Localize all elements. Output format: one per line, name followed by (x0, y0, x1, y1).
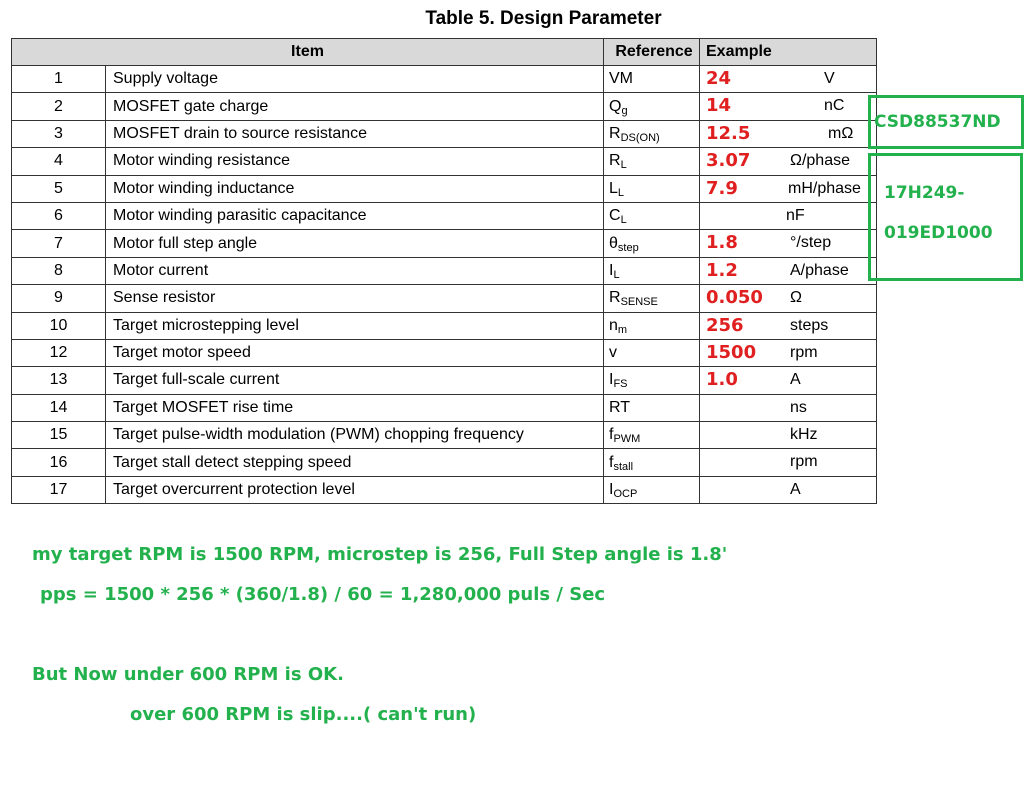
row-reference (604, 175, 700, 202)
row-example (700, 476, 877, 503)
example-unit: rpm (790, 343, 818, 361)
reference-symbol: n (609, 316, 618, 334)
row-number: 9 (12, 285, 106, 312)
header-reference: Reference (604, 39, 700, 66)
table-row (12, 422, 877, 449)
example-value: 3.07 (706, 150, 751, 172)
row-example (700, 312, 877, 339)
mosfet-part-annotation (868, 95, 1024, 149)
row-example (700, 230, 877, 257)
row-example (700, 394, 877, 421)
reference-symbol: R (609, 124, 621, 142)
example-value: 24 (706, 68, 732, 89)
table-title: Table 5. Design Parameter (425, 8, 662, 29)
row-number: 7 (12, 230, 106, 257)
note-line-3: But Now under 600 RPM is OK. (32, 664, 344, 685)
row-reference (604, 93, 700, 120)
row-example (700, 93, 877, 120)
row-number: 12 (12, 339, 106, 366)
table-row (12, 257, 877, 284)
row-item: Motor winding parasitic capacitance (106, 202, 604, 229)
row-item: Motor winding inductance (106, 175, 604, 202)
example-value: 1.2 (706, 259, 738, 281)
reference-symbol: f (609, 426, 614, 444)
table-row (12, 120, 877, 147)
example-unit: ns (790, 398, 807, 416)
row-item: Target full-scale current (106, 367, 604, 394)
example-value: 12.5 (706, 122, 751, 144)
reference-subscript: L (617, 186, 625, 199)
row-item: Supply voltage (106, 66, 604, 93)
reference-symbol: f (609, 453, 614, 471)
header-item: Item (12, 39, 604, 66)
row-item: Target motor speed (106, 339, 604, 366)
row-item: Target overcurrent protection level (106, 476, 604, 503)
row-number: 15 (12, 422, 106, 449)
note-line-4: over 600 RPM is slip....( can't run) (130, 704, 477, 725)
reference-subscript: SENSE (620, 296, 658, 309)
reference-symbol: VM (609, 70, 633, 88)
table-header-row (12, 39, 877, 66)
reference-symbol: C (609, 207, 621, 225)
reference-subscript: m (617, 323, 628, 336)
row-reference (604, 285, 700, 312)
row-reference (604, 202, 700, 229)
reference-symbol: v (609, 344, 617, 362)
row-number: 6 (12, 202, 106, 229)
reference-symbol: I (609, 371, 614, 389)
example-unit: A/phase (790, 261, 849, 279)
mosfet-part-label: CSD88537ND (874, 112, 1001, 132)
reference-symbol: L (609, 179, 618, 197)
row-item: MOSFET drain to source resistance (106, 120, 604, 147)
example-value: 1500 (706, 341, 757, 363)
example-value: 1.8 (706, 232, 738, 254)
row-item: Motor winding resistance (106, 148, 604, 175)
row-number: 10 (12, 312, 106, 339)
example-value: 0.050 (706, 287, 763, 309)
row-reference (604, 339, 700, 366)
table-row (12, 449, 877, 476)
example-unit: Ω (790, 289, 802, 307)
example-unit: steps (790, 316, 829, 334)
table-row (12, 175, 877, 202)
row-number: 3 (12, 120, 106, 147)
table-row (12, 202, 877, 229)
reference-symbol: R (609, 289, 621, 307)
row-example (700, 422, 877, 449)
row-example (700, 367, 877, 394)
table-row (12, 339, 877, 366)
row-item: Target pulse-width modulation (PWM) chopping frequency (106, 422, 604, 449)
example-unit: kHz (790, 426, 818, 444)
table-row (12, 367, 877, 394)
row-reference (604, 422, 700, 449)
example-unit: nC (824, 97, 845, 115)
example-value: 14 (706, 95, 732, 117)
reference-symbol: RT (609, 398, 631, 416)
reference-subscript: L (620, 159, 627, 172)
motor-part-line1: 17H249- (884, 183, 965, 203)
row-example (700, 148, 877, 175)
row-reference (604, 394, 700, 421)
example-unit: A (790, 480, 801, 498)
reference-subscript: FS (613, 378, 628, 391)
row-reference (604, 257, 700, 284)
row-item: Target MOSFET rise time (106, 394, 604, 421)
example-unit: mH/phase (788, 179, 861, 197)
reference-subscript: PWM (613, 433, 641, 446)
table-row (12, 66, 877, 93)
row-number: 17 (12, 476, 106, 503)
row-example (700, 175, 877, 202)
row-reference (604, 449, 700, 476)
row-number: 14 (12, 394, 106, 421)
reference-symbol: R (609, 152, 621, 170)
reference-subscript: L (620, 214, 627, 227)
row-reference (604, 312, 700, 339)
table-row (12, 148, 877, 175)
reference-subscript: step (617, 241, 639, 254)
note-line-2: pps = 1500 * 256 * (360/1.8) / 60 = 1,280,000 puls / Sec (40, 584, 606, 605)
reference-subscript: L (613, 268, 620, 281)
table-row (12, 285, 877, 312)
reference-subscript: stall (613, 460, 634, 473)
reference-symbol: I (609, 481, 614, 499)
row-example (700, 449, 877, 476)
row-item: MOSFET gate charge (106, 93, 604, 120)
row-reference (604, 148, 700, 175)
row-number: 8 (12, 257, 106, 284)
example-unit: A (790, 371, 801, 389)
table-row (12, 230, 877, 257)
row-example (700, 257, 877, 284)
row-number: 1 (12, 66, 106, 93)
row-number: 16 (12, 449, 106, 476)
design-parameter-table (11, 38, 877, 504)
row-number: 4 (12, 148, 106, 175)
reference-symbol: I (609, 261, 614, 279)
example-unit: nF (786, 206, 805, 224)
row-example (700, 202, 877, 229)
row-item: Target microstepping level (106, 312, 604, 339)
row-item: Motor current (106, 257, 604, 284)
example-unit: rpm (790, 453, 818, 471)
note-line-1: my target RPM is 1500 RPM, microstep is 256, Full Step angle is 1.8' (32, 544, 728, 565)
row-reference (604, 120, 700, 147)
example-unit: mΩ (828, 124, 854, 142)
row-item: Motor full step angle (106, 230, 604, 257)
motor-part-annotation (868, 153, 1023, 281)
row-item: Sense resistor (106, 285, 604, 312)
row-number: 2 (12, 93, 106, 120)
reference-subscript: g (621, 104, 628, 117)
example-value: 1.0 (706, 369, 738, 391)
row-reference (604, 230, 700, 257)
reference-symbol: Q (609, 97, 622, 115)
reference-subscript: OCP (613, 488, 638, 501)
row-example (700, 339, 877, 366)
row-reference (604, 476, 700, 503)
example-unit: V (824, 70, 835, 87)
row-number: 13 (12, 367, 106, 394)
example-value: 256 (706, 314, 744, 336)
row-example (700, 285, 877, 312)
example-unit: °/step (790, 234, 832, 252)
motor-part-line2: 019ED1000 (884, 223, 993, 243)
header-example: Example (700, 39, 877, 66)
row-item: Target stall detect stepping speed (106, 449, 604, 476)
row-reference (604, 66, 700, 93)
row-number: 5 (12, 175, 106, 202)
reference-subscript: DS(ON) (620, 131, 660, 144)
row-example (700, 66, 877, 93)
reference-symbol: θ (609, 234, 618, 252)
table-row (12, 93, 877, 120)
row-example (700, 120, 877, 147)
row-reference (604, 367, 700, 394)
example-unit: Ω/phase (790, 152, 850, 170)
table-row (12, 476, 877, 503)
table-row (12, 394, 877, 421)
table-row (12, 312, 877, 339)
example-value: 7.9 (706, 177, 738, 199)
